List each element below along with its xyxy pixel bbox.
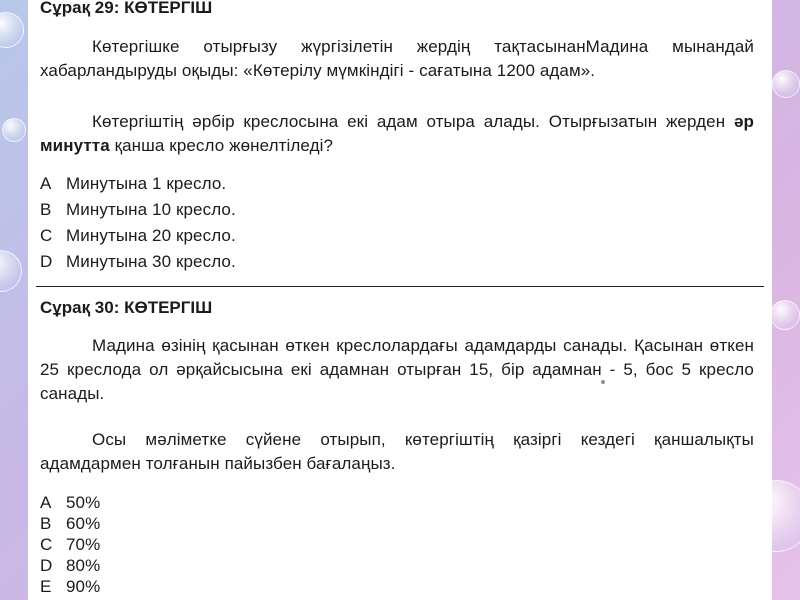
q29-option-a: A Минутына 1 кресло. [40,174,227,193]
decorative-bubble [2,118,26,142]
question-29-paragraph-1: Көтергішке отырғызу жүргізілетін жердің тақтасынанМадина мынандай хабарландыруды оқыды: «Көтерілу мүмкіндігі - сағатына 1200 адам». [40,37,754,80]
q30-option-e: E 90% [40,577,101,596]
q30-option-d: D 80% [40,556,101,575]
document-page [28,0,772,600]
q30-option-a: A 50% [40,493,101,512]
decorative-bubble [772,70,800,98]
stray-dot-mark [601,380,605,384]
section-divider [36,286,764,287]
question-30-paragraph-1: Мадина өзінің қасынан өткен креслолардағы адамдарды санады. Қасынан өткен 25 креслода ол әрқайсысына екі адамнан отырған 15, бір адамнан - 5, бос 5 кресло санады. [40,336,754,403]
decorative-bubble [0,250,22,292]
emphasis-every-minute: әр минутта [40,112,755,155]
decorative-bubble [770,300,800,330]
q30-option-b: B 60% [40,514,101,533]
q29-option-c: C Минутына 20 кресло. [40,226,236,245]
decorative-bubble [0,12,24,48]
q29-option-d: D Минутына 30 кресло. [40,252,236,271]
question-29-title: Сұрақ 29: КӨТЕРГІШ [40,0,213,17]
question-29-paragraph-2: Көтергіштің әрбір креслосына екі адам отыра алады. Отырғызатын жерден әр минутта қанша кресло жөнелтіледі? [40,112,755,155]
question-30-paragraph-2: Осы мәліметке сүйене отырып, көтергіштің қазіргі кездегі қаншалықты адамдармен толғанын пайызбен бағалаңыз. [40,430,754,473]
q30-option-c: C 70% [40,535,101,554]
question-30-title: Сұрақ 30: КӨТЕРГІШ [40,298,213,317]
q29-option-b: B Минутына 10 кресло. [40,200,236,219]
